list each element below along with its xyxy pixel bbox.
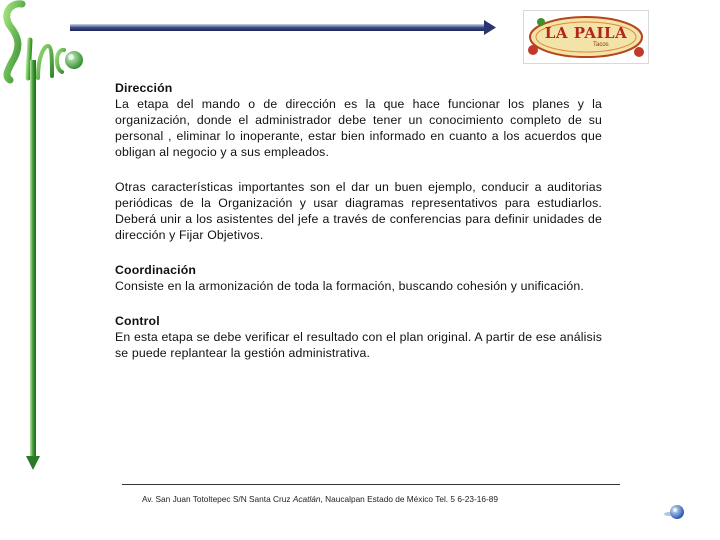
paragraph: Consiste en la armonización de toda la formación, buscando cohesión y unificación. (115, 279, 584, 293)
footer-address (142, 494, 602, 504)
section-coordinacion (115, 262, 602, 294)
section-direccion (115, 80, 602, 243)
section-heading: Coordinación (115, 263, 197, 277)
footer-divider (122, 484, 620, 485)
footer-address-start: Av. San Juan Totoltepec S/N Santa Cruz (142, 494, 293, 504)
document-body (115, 80, 602, 380)
paragraph: Otras características importantes son el dar un buen ejemplo, conducir a auditorias periódicas de la Organización y usar diagramas representativos para estudiarlos. Deberá unir a los asistentes del jefe a través de conferencias para definir unidades de dirección y Fijar Objetivos. (115, 180, 602, 242)
section-heading: Dirección (115, 81, 173, 95)
brand-name: LA PAILA (544, 24, 628, 42)
footer-address-end: , Naucalpan Estado de México Tel. 5 6-23-16-89 (320, 494, 498, 504)
section-control (115, 313, 602, 361)
brand-subtitle: Tacos (593, 42, 609, 48)
top-arrow-bar (60, 14, 500, 54)
la-paila-logo (523, 10, 649, 64)
blue-ball-icon (664, 503, 686, 521)
section-heading: Control (115, 314, 160, 328)
left-arrow-bar (18, 60, 48, 480)
paragraph: En esta etapa se debe verificar el resultado con el plan original. A partir de ese análisis se puede replantear la gestión administrativa. (115, 330, 602, 360)
footer-address-italic: Acatlán (292, 494, 321, 504)
paragraph: La etapa del mando o de dirección es la que hace funcionar los planes y la organización, donde el administrador debe tener un conocimiento completo de su personal , eliminar lo inoperante, estar bien informado en cuanto a los acuerdos que obligan al negocio y a sus empleados. (115, 97, 602, 159)
